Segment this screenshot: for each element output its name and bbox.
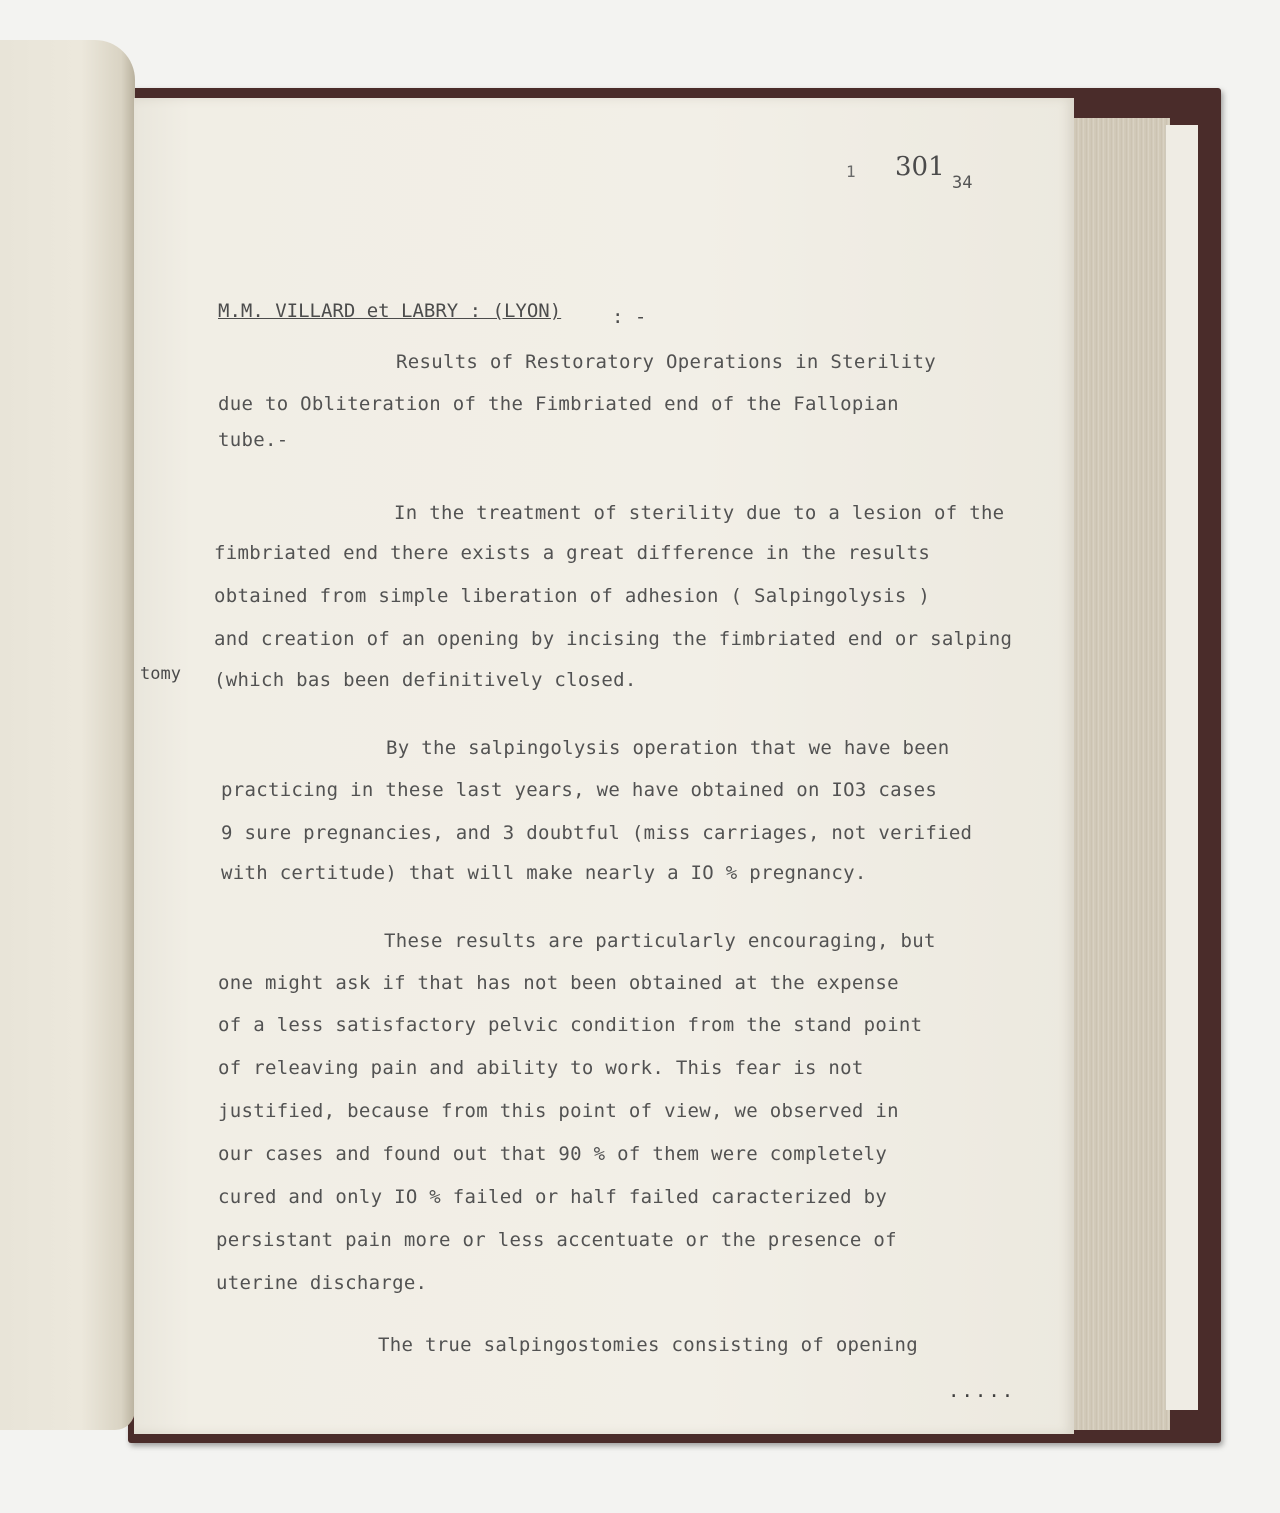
paragraph-line: fimbriated end there exists a great difference in the results [214, 542, 931, 564]
page-edges-outer [1165, 125, 1198, 1410]
heading-title: M.M. VILLARD et LABRY : (LYON) [218, 300, 562, 322]
stamp-mark: 1 [846, 162, 856, 181]
typed-page-number: 34 [952, 173, 973, 193]
paragraph-line: cured and only IO % failed or half failed caracterized by [218, 1186, 888, 1208]
paragraph-line: uterine discharge. [216, 1272, 428, 1294]
paragraph-line: The true salpingostomies consisting of opening [378, 1334, 918, 1356]
paragraph-line: justified, because from this point of view, we observed in [218, 1100, 899, 1122]
heading-tail: : - [612, 306, 647, 328]
paragraph-line: with certitude) that will make nearly a IO % pregnancy. [221, 862, 867, 884]
paragraph-line: and creation of an opening by incising the fimbriated end or salping [214, 628, 1013, 650]
continuation-dots: ..... [948, 1380, 1016, 1402]
subtitle-line: Results of Restoratory Operations in Sterility [396, 351, 936, 373]
paragraph-line: 9 sure pregnancies, and 3 doubtful (miss carriages, not verified [221, 822, 973, 844]
left-page [0, 40, 135, 1430]
stamped-page-number: 301 [895, 152, 945, 182]
paragraph-line: These results are particularly encouraging, but [384, 930, 936, 952]
paragraph-line: practicing in these last years, we have obtained on IO3 cases [221, 779, 938, 801]
subtitle-line: due to Obliteration of the Fimbriated end of the Fallopian [218, 393, 899, 415]
paragraph-line: By the salpingolysis operation that we have been [386, 737, 950, 759]
paragraph-line: of a less satisfactory pelvic condition from the stand point [218, 1014, 923, 1036]
paragraph-line: (which bas been definitively closed. [214, 669, 637, 691]
page-edges [1060, 118, 1170, 1430]
paragraph-line: In the treatment of sterility due to a lesion of the [394, 502, 1005, 524]
paragraph-line: one might ask if that has not been obtained at the expense [218, 972, 899, 994]
paragraph-line: persistant pain more or less accentuate or the presence of [216, 1229, 897, 1251]
subtitle-line: tube.- [218, 429, 289, 451]
paragraph-line: of releaving pain and ability to work. This fear is not [218, 1057, 864, 1079]
paragraph-line: obtained from simple liberation of adhesion ( Salpingolysis ) [214, 585, 931, 607]
left-margin-note: tomy [140, 664, 181, 684]
paragraph-line: our cases and found out that 90 % of them were completely [218, 1143, 888, 1165]
